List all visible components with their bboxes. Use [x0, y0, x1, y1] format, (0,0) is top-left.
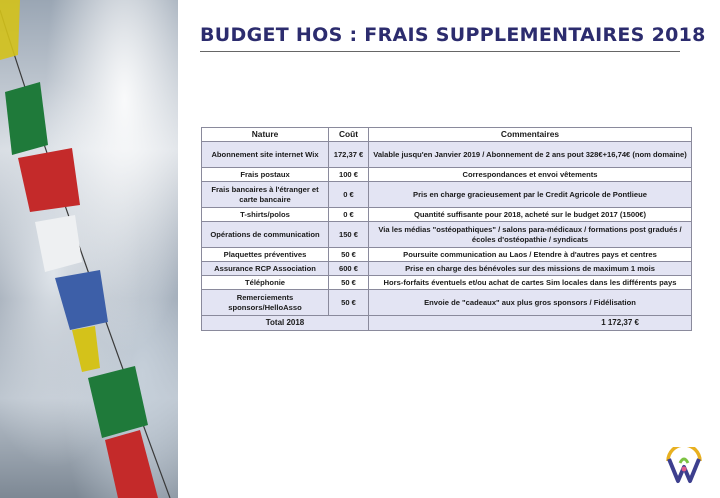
cell-cout: 50 €	[329, 248, 369, 262]
cell-nature: Téléphonie	[202, 276, 329, 290]
cell-cout: 50 €	[329, 290, 369, 316]
table-header-row	[202, 128, 692, 142]
page-title: BUDGET HOS : FRAIS SUPPLEMENTAIRES 2018	[200, 24, 706, 46]
cell-commentaire: Pris en charge gracieusement par le Credit Agricole de Pontlieue	[369, 182, 692, 208]
header-cout: Coût	[329, 128, 369, 142]
table-row	[202, 142, 692, 168]
cell-nature: Assurance RCP Association	[202, 262, 329, 276]
cell-cout: 100 €	[329, 168, 369, 182]
table-row	[202, 290, 692, 316]
cell-nature: Frais bancaires à l'étranger et carte bancaire	[202, 182, 329, 208]
cell-commentaire: Correspondances et envoi vêtements	[369, 168, 692, 182]
cell-commentaire: Envoie de "cadeaux" aux plus gros sponsors / Fidélisation	[369, 290, 692, 316]
cell-cout: 600 €	[329, 262, 369, 276]
cell-commentaire: Valable jusqu'en Janvier 2019 / Abonnement de 2 ans pout 328€+16,74€ (nom domaine)	[369, 142, 692, 168]
total-value: 1 172,37 €	[369, 316, 692, 331]
budget-table	[201, 127, 692, 331]
table-row	[202, 168, 692, 182]
table-row	[202, 208, 692, 222]
cell-nature: Remerciements sponsors/HelloAsso	[202, 290, 329, 316]
table-row	[202, 276, 692, 290]
table-row	[202, 222, 692, 248]
total-row	[202, 316, 692, 331]
cell-nature: Frais postaux	[202, 168, 329, 182]
cell-commentaire: Hors-forfaits éventuels et/ou achat de cartes Sim locales dans les différents pays	[369, 276, 692, 290]
cell-cout: 172,37 €	[329, 142, 369, 168]
cell-nature: Abonnement site internet Wix	[202, 142, 329, 168]
cell-commentaire: Via les médias "ostéopathiques" / salons para-médicaux / formations post gradués / écoles d'ostéopathie / syndicats	[369, 222, 692, 248]
cell-cout: 50 €	[329, 276, 369, 290]
prayer-flags-photo	[0, 0, 178, 498]
cell-commentaire: Prise en charge des bénévoles sur des missions de maximum 1 mois	[369, 262, 692, 276]
cell-nature: Opérations de communication	[202, 222, 329, 248]
header-nature: Nature	[202, 128, 329, 142]
cell-commentaire: Quantité suffisante pour 2018, acheté sur le budget 2017 (1500€)	[369, 208, 692, 222]
title-divider	[200, 51, 680, 52]
table-row	[202, 182, 692, 208]
cell-commentaire: Poursuite communication au Laos / Etendre à d'autres pays et centres	[369, 248, 692, 262]
cell-cout: 150 €	[329, 222, 369, 248]
prayer-flags-icon	[0, 0, 178, 498]
table-row	[202, 248, 692, 262]
table-row	[202, 262, 692, 276]
header-commentaires: Commentaires	[369, 128, 692, 142]
total-label: Total 2018	[202, 316, 369, 331]
cell-nature: T-shirts/polos	[202, 208, 329, 222]
cell-cout: 0 €	[329, 208, 369, 222]
cell-nature: Plaquettes préventives	[202, 248, 329, 262]
cell-cout: 0 €	[329, 182, 369, 208]
hos-logo-icon	[664, 447, 704, 487]
